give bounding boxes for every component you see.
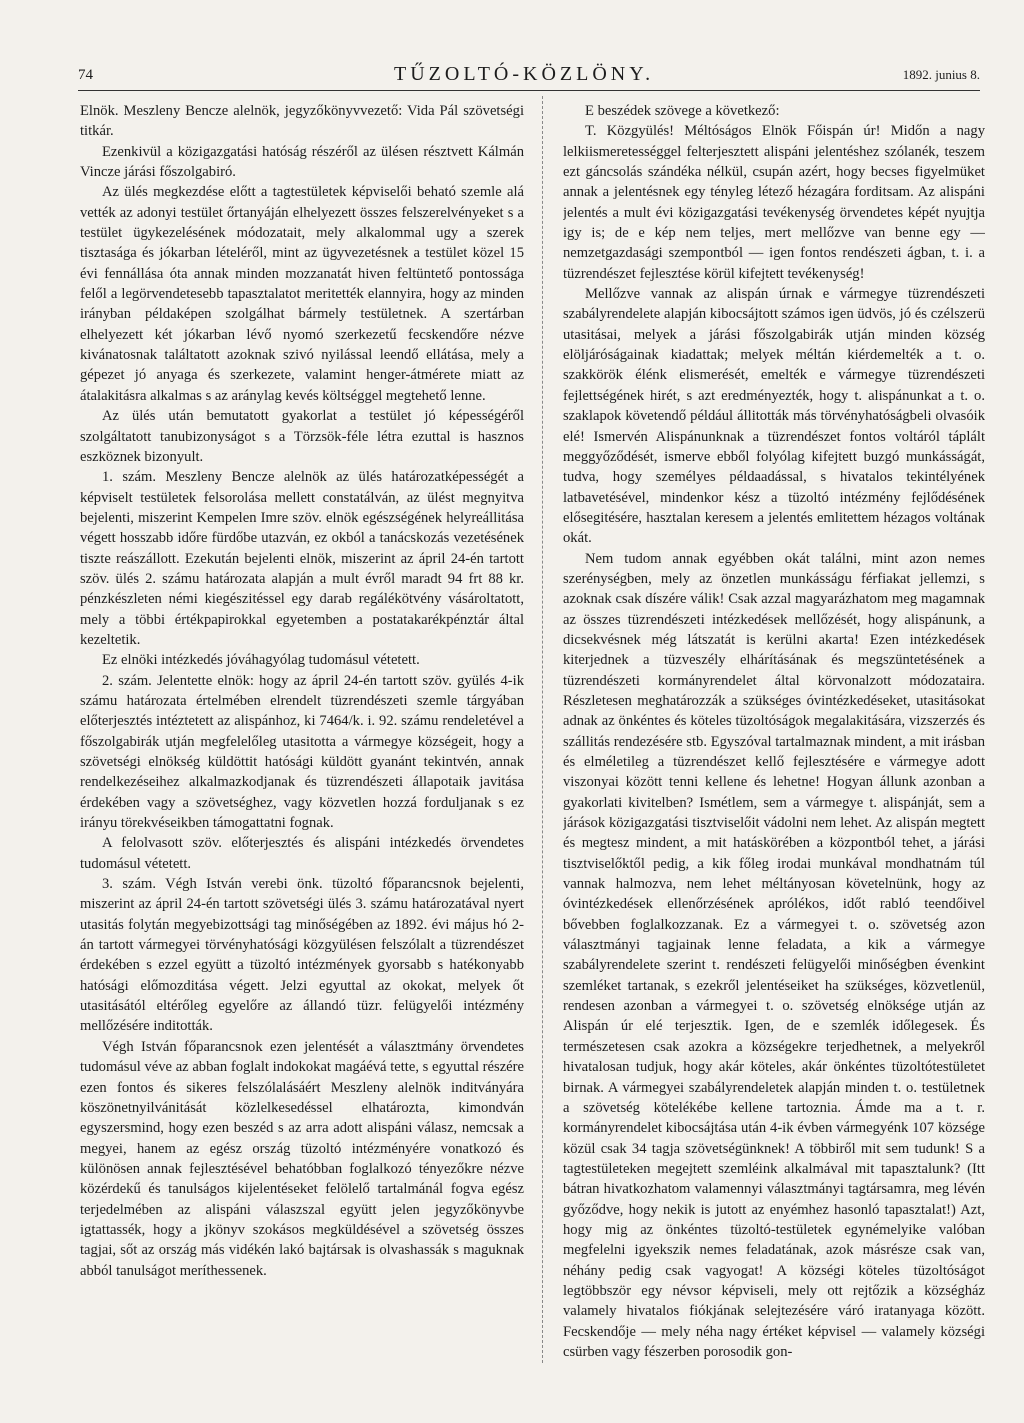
paragraph: 2. szám. Jelentette elnök: hogy az ápril 24-én tartott szöv. gyülés 4-ik számu határozata értelmében elrendelt tüzrendészeti szemle tárgyában előterjesztés intéztetett az alispánhoz, ki 7464/k. i. 92. számu rendeletével a főszolgabirák utján megfelelőleg utasitotta a vármegye községeit, hogy a szövetségi elnökség küldöttit hatósági küldött gyanánt tekintvén, annak rendelkezéseihez alkalmazkodjanak és tüzrendészeti állapotaik javitása érdekében vagy a szövetséghez, vagy közvetlen hozzá fordulјanak s ez irányu törekvéseikben támogattatni fognak.	[80, 672, 524, 832]
paragraph: Nem tudom annak egyébben okát találni, mint azon nemes szerénységben, mely az önzetlen munkásságu férfiakat jellemzi, s azoknak csak díszére válik! Csak azzal magyarázhatom meg magamnak az összes tüzrendészeti intézkedések mellőzését, hogy alispánunk, a dicsekvésnek még látszatát is kerülni akarta! Ezen intézkedések kiterjednek a tüzveszély elhárításának és megszüntetésének a tüzrendészeti kormányrendelet által körvonalzott módozataira. Részletesen meghatározzák a szükséges óvintézkedéseket, utasitásokat adnak az önkéntes és köteles tüzoltóságok megalakitására, vizszerzés és szállitás rendezésére stb. Egyszóval tartalmaznak mindent, a mit irásban és elméletileg a tüzrendészet kellő fejlesztésére e vármegye adott viszonyai között tenni kellene és lehetne! Hogyan állunk azonban a gyakorlati kivitelben? Ismétlem, sem a vármegye t. alispánját, sem a járások közigazgatási tisztviselőit vádolni nem lehet. Az alispán megtett és megtesz mindent, a mit hatáskörében a központból tehet, a járási tisztviselőktől pedig, a kik főleg irodai munkával mondhatnám túl vannak halmozva, nem lehet méltányosan követelnünk, hogy az óvintézkedések ellenőrzésének aprólékos, időt rabló teendőivel bővebben foglalkozzanak. Ez a vármegyei t. o. szövetség azon választmányi tagjainak lenne feladata, a kik a vármegye szabályrendelete szerint t. rendészeti felügyelői minőségben évenkint szemléket tartanak, s ezekről jelentéseiket ha szükséges, közvetlenül, rendesen azonban a vármegyei t. o. szövetség elnöksége utján az Alispán úr elé terjesztik. Igen, de e szemlék időlegesek. És természetesen csak azokra a községekre terjedhetnek, a melyekről hivatalosan tudjuk, hogy akár köteles, akár önkéntes tüzoltótestületet birnak. A vármegyei szabályrendeletek alapján minden t. o. testületnek a szövetség kötelékébe kellene tartoznia. Ámde ma a t. r. kormányrendelet kibocsájtása után 4-ik évben vármegyénk 107 községe közül csak 34 tagja szövetségünknek! A többiről mit sem tudunk! S a tagtestületeken megejtett szemléink alkalmával mit tapasztalunk? (Itt bátran hivatkozhatom valamennyi választmányi tagtársamra, meg lévén győződve, hogy nekik is jutott az enyémhez hasonló tapasztalat!) Azt, hogy mig az önkéntes tüzoltó-testületek egynémelyike valóban megfelelni igyekszik nemes feladatának, azok másrésze csak van, néhány pedig csak vagyogat! A községi köteles tüzoltóságot legtöbbször egy névsor képviseli, mely ott rejtőzik a községház valamely hivatalos fiókjának selejtezésére váró iratanyaga között. Fecskendője — mely néha nagy értéket képvisel — valamely községi csürben vagy fészerben porosodik gon-	[563, 550, 985, 1360]
paragraph: Mellőzve vannak az alispán úrnak e vármegye tüzrendészeti szabályrendelete alapján kibocsájtott számos igen üdvös, jó és czélszerü utasitásai, melyek a járási főszolgabirák utján minden község elöljáróságainak kiadattak; melyek méltán kiérdemelték a t. o. szakkörök élénk elismerését, emelték e vármegye tüzrendészeti fejlettségének hirét, s azt eredményezték, hogy t. alispánunkat a t. o. szaklapok követendő például állitották más törvényhatóságbeli olvasóik elé! Ismervén Alispánunknak a tüzrendészet fontos voltáról táplált meggyőződését, ismerve ebből folyólag kifejtett buzgó munkásságát, tudva, hogy személyes példaadással, s hivatalos tekintélyének latbavetésével, mindenkor kész a tüzoltó intézmény fejlődésének elősegitésére, hasztalan keresem a jelentés emlitettem hézagos voltának okát.	[563, 286, 985, 547]
paragraph: Az ülés után bemutatott gyakorlat a testület jó képességéről szolgáltatott tanubizonyságot s a Törzsök-féle létra ezuttal is hasznos eszköznek bizonyult.	[80, 408, 524, 465]
issue-date: 1892. junius 8.	[902, 67, 980, 82]
masthead-title: TŰZOLTÓ-KÖZLÖNY.	[394, 63, 655, 85]
right-column	[563, 101, 985, 1363]
paragraph: Végh István főparancsnok ezen jelentését a választmány örvendetes tudomásul véve az abban foglalt indokokat magáévá tette, s egyuttal részére ezen fontos és sikeres felszólalásáért Meszleny alelnök inditványára köszönetnyilvánitását közlelkesedéssel elhatározta, kimondván egyszersmind, hogy ezen beszéd s az arra adott alispáni válasz, nemcsak a megyei, hanem az egész ország tüzoltó intézményére vonatkozó és különösen annak fejlesztésével behatóbban foglalkozó tényezőkre nézve közérdekű és tanulságos kijelentéseket felölelő tartalmánál fogva egész terjedelmében az alispáni válaszszal együtt jelen jegyzőkönyvbe igtattassék, hogy a jkönyv szokásos megküldésével a szövetség összes tagjai, sőt az ország más vidékén lakó bajtársak is olvashassák s maguknak abból tanulságot meríthessenek.	[80, 1038, 524, 1279]
page-number: 74	[78, 67, 93, 83]
paragraph: A felolvasott szöv. előterjesztés és alispáni intézkedés örvendetes tudomásul vétetett.	[80, 835, 524, 872]
paragraph: Elnök. Meszleny Bencze alelnök, jegyzőkönyvvezető: Vida Pál szövetségi titkár.	[80, 103, 524, 140]
paragraph: E beszédek szövege a következő:	[585, 103, 780, 119]
paragraph: 1. szám. Meszleny Bencze alelnök az ülés határozatképességét a képviselt testületek felsorolása mellett constatálván, az ülést megnyitva bejelenti, miszerint Kempelen Imre szöv. elnök egészségének helyreállitása végett hosszabb időre fürdőbe utazván, ez okból a tanácskozás vezetésének tiszte reászállott. Ezekután bejelenti elnök, miszerint az ápril 24-én tartott szöv. ülés 2. számu határozata alapján a mult évről maradt 94 frt 88 kr. pénzkészleten némi kiegészitéssel egy darab regálékötvény vásároltatott, mely a többi értékpapirokkal egyetemben a postatakarékpénztár által kezeltetik.	[80, 469, 524, 648]
paragraph: Az ülés megkezdése előtt a tagtestületek képviselői beható szemle alá vették az adonyi testület őrtanyáján elhelyezett összes felszerelvényeket s a testület ügykezelésének módozatait, mely alkalommal ugy a szerek tisztasága és jókarban lételéről, mint az ügyvezetésnek a testület közel 15 évi fennállása óta annak minden mozzanatát hiven feltüntető pontossága felől a legörvendetesebb tapasztalatot meritették elannyira, hogy az minden irányban példaképen szolgálhat bármely testületnek. A szertárban elhelyezett két jókarban lévő nyomó szerkezetű fecskendőre nézve kivánatosnak találtatott azoknak szivó nyilással leendő ellátása, mely a gépezet jó anyaga és szerkezete, valamint henger-átmérete miatt az átalakitásra alkalmas s az aránylag kevés költséggel megtehető lenne.	[80, 184, 524, 404]
column-divider	[542, 96, 543, 1363]
paragraph: Ezenkivül a közigazgatási hatóság részéről az ülésen résztvett Kálmán Vincze járási főszolgabiró.	[80, 143, 524, 181]
paragraph: 3. szám. Végh István verebi önk. tüzoltó főparancsnok bejelenti, miszerint az ápril 24-én tartott szövetségi ülés 3. számu határozatával nyert utasitás folytán megyebizottsági tag minőségében az 1892. évi május hó 2-án tartott vármegyei törvényhatósági közgyülésen felszólalt a tüzrendészet érdekében s ezzel együtt a tüzoltó intézmények gyorsabb s hatékonyabb hatósági előmozditása végett. Jelzi egyuttal az okokat, melyek őt utasitásától eltérőleg egyelőre az állandó tüzr. felügyelői intézmény mellőzésére inditották.	[80, 876, 524, 1035]
header-rule	[78, 90, 980, 91]
paragraph: Ez elnöki intézkedés jóváhagyólag tudomásul vétetett.	[102, 652, 420, 669]
page-header	[78, 60, 980, 86]
paragraph: T. Közgyülés! Méltóságos Elnök Főispán úr! Midőn a nagy lelkiismeretességgel felterjesztett alispáni jelentéshez szólanék, teszem ezt gáncsolás szándéka nélkül, csupán azért, hogy becses figyelmüket annak a jelentésnek egy tényleg létező hézagára forditsam. Az alispáni jelentés a mult évi közigazgatási tevékenység örvendetes képét nyujtja igy is; de e kép nem teljes, mert mellőzve van benne egy — nemzetgazdasági szempontból — igen fontos rendészeti ágban, t. i. a tüzrendészet fejlesztése körül kifejtett tevékenység!	[563, 123, 985, 282]
left-column	[80, 101, 524, 1363]
